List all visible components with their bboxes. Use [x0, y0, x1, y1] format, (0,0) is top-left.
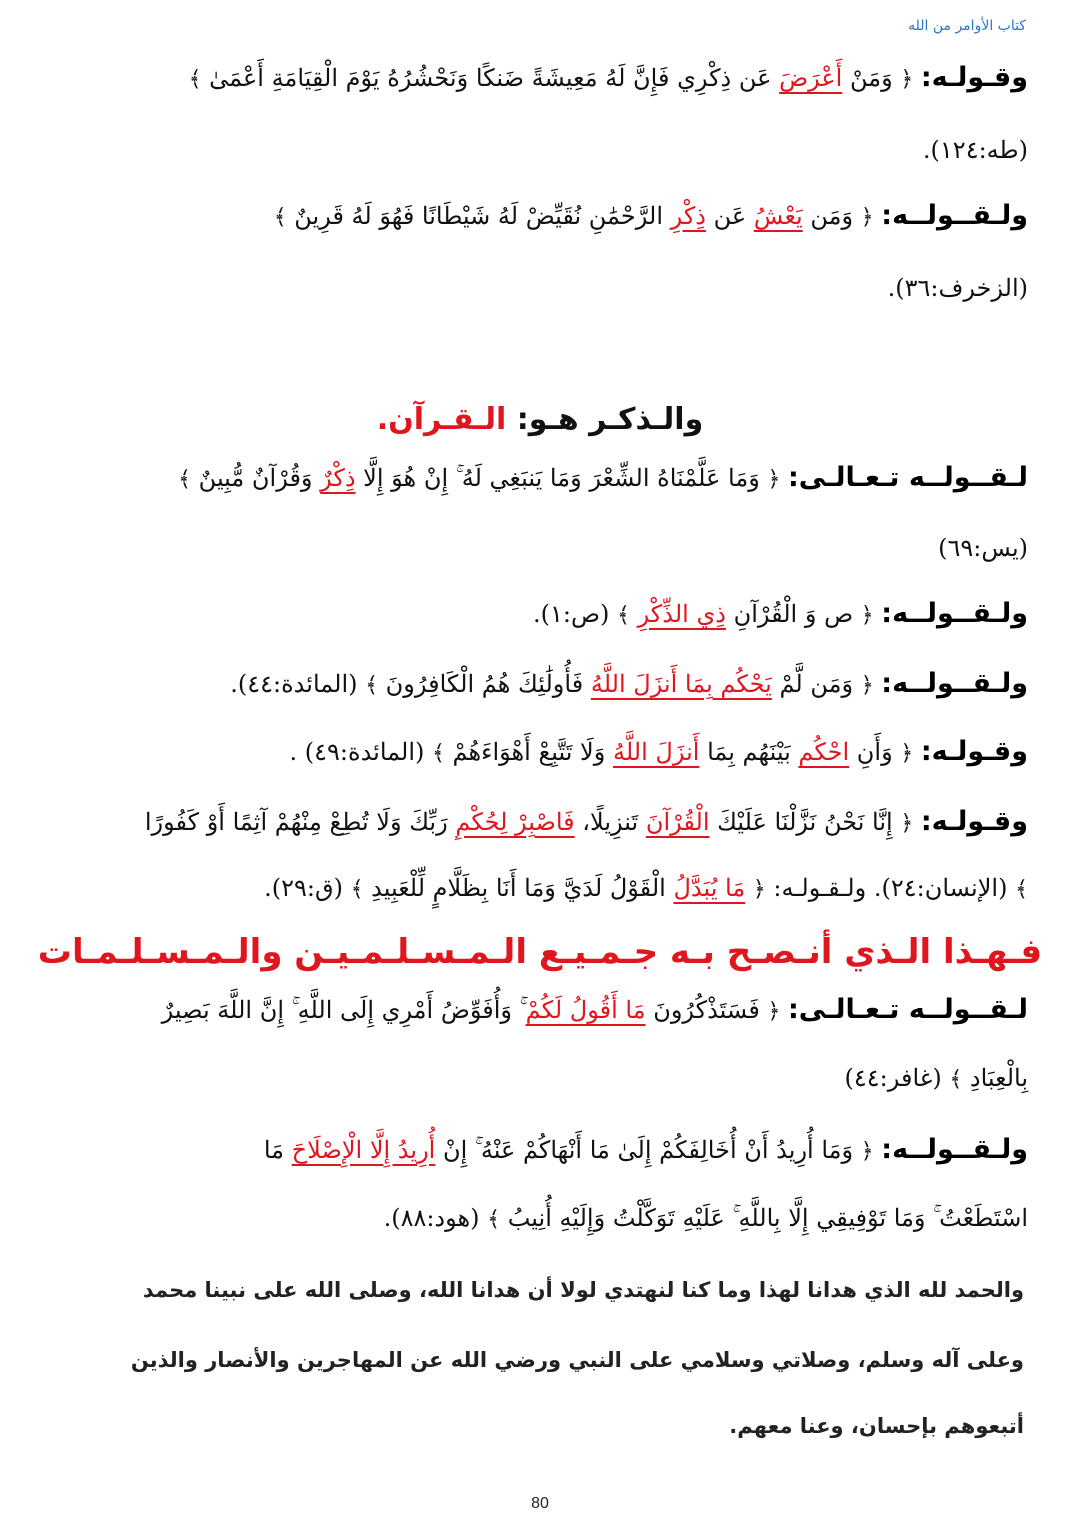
verse-label: وقـولـه: [920, 62, 1028, 93]
verse-text: فَسَتَذْكُرُونَ [653, 996, 760, 1024]
ornament-close: ﴾ [432, 741, 445, 766]
verse-text: الْقَوْلُ لَدَيَّ وَمَا أَنَا بِظَلَّامٍ لِّلْعَبِيدِ [371, 874, 666, 902]
heading-highlight: الـقـرآن. [376, 402, 507, 437]
verse-line-hud-cont [52, 1204, 1028, 1233]
verse-highlight: ذِكْرٌ [320, 464, 356, 492]
verse-text: ۚ وَأُفَوِّضُ أَمْرِي إِلَى اللَّهِ ۚ إِنَّ اللَّهَ بَصِيرٌ [161, 996, 520, 1024]
verse-highlight: ذِي الذِّكْرِ [637, 600, 726, 628]
verse-highlight: يَحْكُم بِمَا أَنزَلَ اللَّهُ [590, 670, 772, 698]
verse-text: الرَّحْمَٰنِ نُقَيِّضْ لَهُ شَيْطَانًا فَهُوَ لَهُ قَرِينٌ [294, 202, 663, 230]
verse-reference: (المائدة:٤٤). [230, 670, 358, 698]
ornament-close: ﴾ [273, 205, 287, 230]
verse-highlight: أَعْرَضَ [779, 64, 843, 92]
verse-highlight: ذِكْرِ [670, 202, 706, 230]
verse-text: عَن ذِكْرِي فَإِنَّ لَهُ مَعِيشَةً ضَنكًا وَنَحْشُرُهُ يَوْمَ الْقِيَامَةِ أَعْمَىٰ [209, 64, 772, 92]
verse-highlight: احْكُم [798, 738, 850, 766]
verse-label: لـقــولــه تـعـالـى: [787, 462, 1028, 493]
ornament-open: ﴿ [900, 67, 914, 92]
verse-text: وَلَا تَتَّبِعْ أَهْوَاءَهُمْ [452, 738, 606, 766]
closing-line-3: أتبعوهم بإحسان، وعنا معهم. [729, 1414, 1024, 1438]
verse-line-yasin [52, 462, 1028, 494]
verse-text: وَمَنْ [849, 64, 893, 92]
verse-reference: (هود:٨٨). [383, 1204, 480, 1232]
verse-text: بِالْعِبَادِ [969, 1064, 1028, 1092]
ornament-open: ﴿ [900, 741, 914, 766]
ornament-open: ﴿ [860, 673, 874, 698]
verse-label-inline: ولـقـولـه: [773, 874, 867, 902]
verse-label: لـقــولــه تـعـالـى: [787, 994, 1028, 1025]
verse-line-ghafir [52, 994, 1028, 1026]
verse-text: بَيْنَهُم بِمَا [707, 738, 791, 766]
book-title-header: كتاب الأوامر من الله [908, 18, 1026, 34]
exhortation-heading: فـهـذا الـذي أنـصـح بـه جـمـيـع الـمـسـلـمـيـن والـمـسـلـمـات [37, 932, 1043, 972]
verse-highlight: أَنزَلَ اللَّهُ [612, 738, 700, 766]
ornament-open: ﴿ [900, 811, 914, 836]
verse-highlight: الْقُرْآنَ [645, 808, 710, 836]
verse-highlight: أُرِيدُ إِلَّا الْإِصْلَاحَ [291, 1136, 436, 1164]
verse-label: ولـقــولــه: [881, 598, 1028, 629]
verse-line-insan [52, 806, 1028, 838]
verse-reference: (الإنسان:٢٤). [873, 874, 1008, 902]
verse-reference: (طه:١٢٤). [922, 136, 1028, 164]
ornament-open: ﴿ [860, 1139, 874, 1164]
ornament-close: ﴾ [487, 1207, 501, 1232]
verse-line-maida-44 [52, 668, 1028, 700]
verse-text: إِنَّا نَحْنُ نَزَّلْنَا عَلَيْكَ [717, 808, 893, 836]
verse-line-ghafir-cont [52, 1064, 1028, 1093]
verse-text: تَنزِيلًا، [582, 808, 639, 836]
verse-line-maida-49 [52, 736, 1028, 768]
heading-prefix: والـذكـر هـو: [516, 402, 704, 437]
verse-text: رَبِّكَ وَلَا تُطِعْ مِنْهُمْ آثِمًا أَوْ كَفُورًا [144, 808, 448, 836]
verse-text: وَمَا عَلَّمْنَاهُ الشِّعْرَ وَمَا يَنبَغِي لَهُ ۚ إِنْ هُوَ إِلَّا [363, 464, 760, 492]
verse-line-taha [52, 62, 1028, 94]
ornament-close: ﴾ [178, 467, 192, 492]
verse-label: وقـولـه: [920, 806, 1028, 837]
ornament-open: ﴿ [752, 877, 766, 902]
ornament-close: ﴾ [1015, 877, 1028, 902]
verse-reference: (الزخرف:٣٦). [887, 274, 1028, 302]
verse-text: وَقُرْآنٌ مُّبِينٌ [198, 464, 313, 492]
verse-text: عَن [713, 202, 747, 230]
ornament-open: ﴿ [860, 603, 874, 628]
verse-reference-line [52, 136, 1028, 165]
verse-text: وَمَن [810, 202, 854, 230]
verse-text: وَمَا أُرِيدُ أَنْ أُخَالِفَكُمْ إِلَىٰ مَا أَنْهَاكُمْ عَنْهُ ۚ إِنْ [442, 1136, 854, 1164]
verse-label: ولـقــولــه: [881, 200, 1028, 231]
verse-highlight: يَعْشُ [753, 202, 803, 230]
ornament-close: ﴾ [188, 67, 202, 92]
verse-reference: (ق:٢٩). [264, 874, 343, 902]
section-heading [0, 402, 1080, 437]
ornament-close: ﴾ [365, 673, 379, 698]
verse-text: فَأُولَٰئِكَ هُمُ الْكَافِرُونَ [385, 670, 584, 698]
ornament-close: ﴾ [617, 603, 630, 628]
ornament-open: ﴿ [767, 999, 781, 1024]
verse-highlight: مَا أَقُولُ لَكُمْ [525, 996, 646, 1024]
verse-line-zukhruf [52, 200, 1028, 232]
verse-text: اسْتَطَعْتُ ۚ وَمَا تَوْفِيقِي إِلَّا بِاللَّهِ ۚ عَلَيْهِ تَوَكَّلْتُ وَإِلَيْهِ أُنِيبُ [507, 1204, 1028, 1232]
verse-text: مَا [263, 1136, 284, 1164]
ornament-close: ﴾ [949, 1067, 963, 1092]
verse-reference-line [52, 274, 1028, 303]
closing-line-1: والحمد لله الذي هدانا لهذا وما كنا لنهتدي لولا أن هدانا الله، وصلى الله على نبينا محمد [142, 1278, 1024, 1302]
verse-label: ولـقــولــه: [881, 1134, 1028, 1165]
closing-line-2: وعلى آله وسلم، وصلاتي وسلامي على النبي ورضي الله عن المهاجرين والأنصار والذين [130, 1348, 1024, 1372]
ornament-open: ﴿ [860, 205, 874, 230]
verse-reference: (ص:١). [533, 600, 610, 628]
ornament-close: ﴾ [350, 877, 364, 902]
page-number: 80 [531, 1495, 549, 1512]
verse-text: وَأَنِ [856, 738, 893, 766]
verse-reference: (يس:٦٩) [938, 534, 1028, 562]
verse-highlight: فَاصْبِرْ لِحُكْمِ [455, 808, 575, 836]
verse-label: وقـولـه: [920, 736, 1028, 767]
verse-reference: (المائدة:٤٩) . [289, 738, 425, 766]
ornament-open: ﴿ [767, 467, 781, 492]
verse-highlight: مَا يُبَدَّلُ [673, 874, 746, 902]
verse-text: وَمَن لَّمْ [779, 670, 854, 698]
verse-line-sad [52, 598, 1028, 630]
verse-reference: (غافر:٤٤) [844, 1064, 942, 1092]
verse-line-hud [52, 1134, 1028, 1166]
verse-reference-line [52, 534, 1028, 563]
verse-line-qaf [52, 874, 1028, 903]
verse-text: ص وَ الْقُرْآنِ [733, 600, 854, 628]
verse-label: ولـقــولــه: [881, 668, 1028, 699]
